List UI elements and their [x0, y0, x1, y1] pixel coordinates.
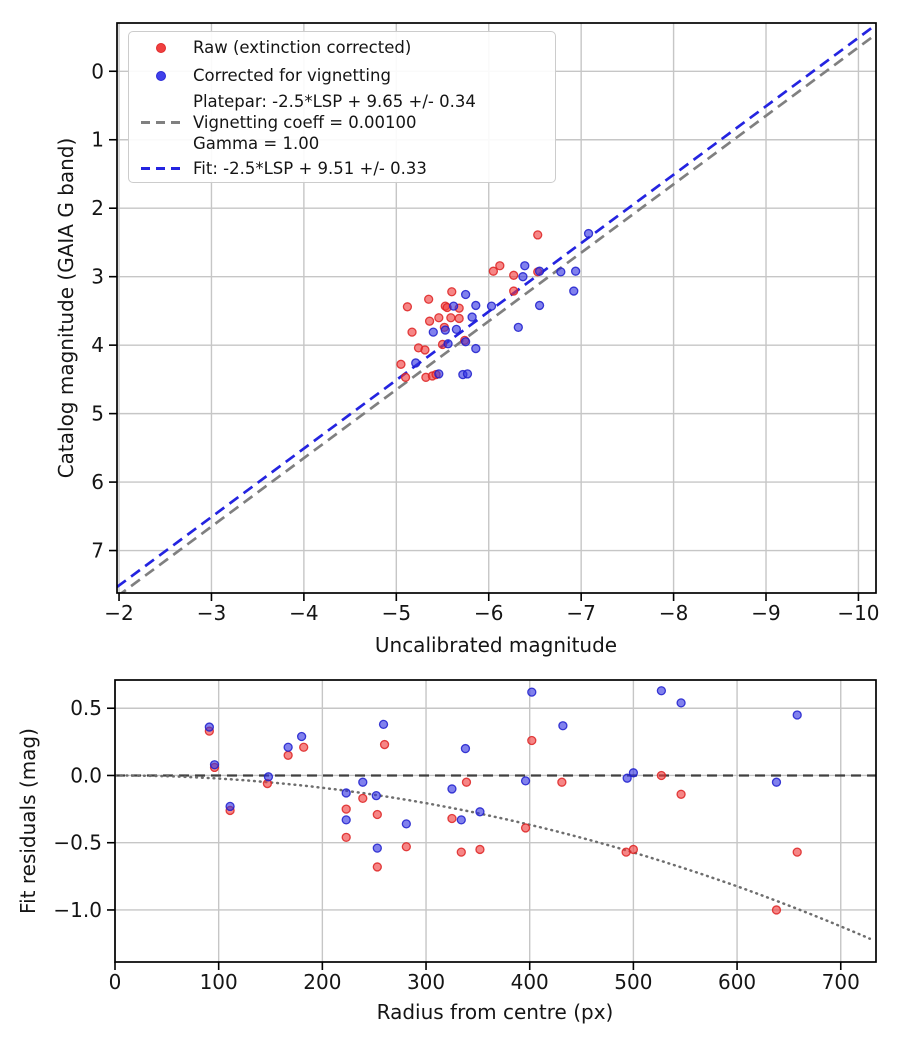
svg-text:200: 200: [303, 970, 342, 994]
top-y-axis-label: Catalog magnitude (GAIA G band): [54, 137, 78, 479]
svg-text:5: 5: [91, 401, 104, 426]
fit-residuals-frame: [115, 680, 876, 962]
legend: [128, 31, 556, 183]
fit-residuals-grid: [115, 680, 876, 962]
fit-residuals-ticks: [107, 708, 841, 970]
svg-text:4: 4: [91, 333, 104, 358]
svg-text:700: 700: [821, 970, 860, 994]
fit-residuals-plot-area: [115, 687, 876, 939]
fit-residuals-series-vig: [205, 687, 801, 852]
blue-dashed-line-icon: [129, 167, 193, 170]
red-dot-marker-icon: [129, 43, 193, 53]
legend-item-raw: [129, 34, 555, 61]
legend-label-platepar: Platepar: -2.5*LSP + 9.65 +/- 0.34 Vignetting coeff = 0.00100 Gamma = 1.00: [193, 91, 476, 153]
svg-text:−1.0: −1.0: [53, 897, 102, 922]
svg-text:0: 0: [108, 970, 122, 994]
blue-dot-marker-icon: [129, 71, 193, 81]
svg-text:−3: −3: [196, 601, 227, 625]
svg-text:0: 0: [91, 59, 104, 84]
svg-text:−9: −9: [751, 601, 781, 625]
fit-residuals-series-raw: [205, 727, 801, 914]
svg-text:3: 3: [91, 264, 104, 289]
legend-item-platepar: [129, 90, 555, 154]
bottom-x-axis-label: Radius from centre (px): [376, 1000, 614, 1024]
top-x-axis-label: Uncalibrated magnitude: [374, 633, 618, 657]
svg-text:7: 7: [91, 538, 104, 563]
svg-text:0.5: 0.5: [70, 696, 102, 721]
legend-label-raw: Raw (extinction corrected): [193, 38, 412, 57]
svg-text:−5: −5: [381, 601, 412, 625]
svg-text:−4: −4: [289, 601, 319, 625]
svg-text:−10: −10: [837, 601, 880, 625]
svg-text:1: 1: [91, 127, 104, 152]
legend-label-vignetting: Corrected for vignetting: [193, 66, 391, 85]
svg-text:−0.5: −0.5: [53, 830, 102, 855]
svg-text:−6: −6: [473, 601, 504, 625]
bottom-y-axis-label: Fit residuals (mag): [16, 728, 40, 914]
svg-text:500: 500: [614, 970, 653, 994]
legend-item-fit: [129, 154, 555, 182]
legend-item-vignetting: [129, 61, 555, 90]
svg-text:100: 100: [199, 970, 238, 994]
svg-text:−7: −7: [566, 601, 596, 625]
svg-text:6: 6: [91, 470, 104, 495]
fit-residuals-model-curve: [115, 776, 870, 939]
svg-text:−8: −8: [658, 601, 689, 625]
magnitude-fit-series-raw: [397, 231, 542, 381]
magnitude-fit-series-vig: [412, 230, 593, 379]
svg-text:−2: −2: [104, 601, 134, 625]
svg-text:0.0: 0.0: [70, 763, 102, 788]
svg-text:2: 2: [91, 196, 104, 221]
gray-dashed-line-icon: [129, 121, 193, 124]
svg-text:400: 400: [510, 970, 549, 994]
svg-text:300: 300: [406, 970, 446, 994]
fit-residuals-tick-labels: [53, 696, 859, 994]
legend-label-fit: Fit: -2.5*LSP + 9.51 +/- 0.33: [193, 158, 427, 178]
svg-text:600: 600: [717, 970, 757, 994]
